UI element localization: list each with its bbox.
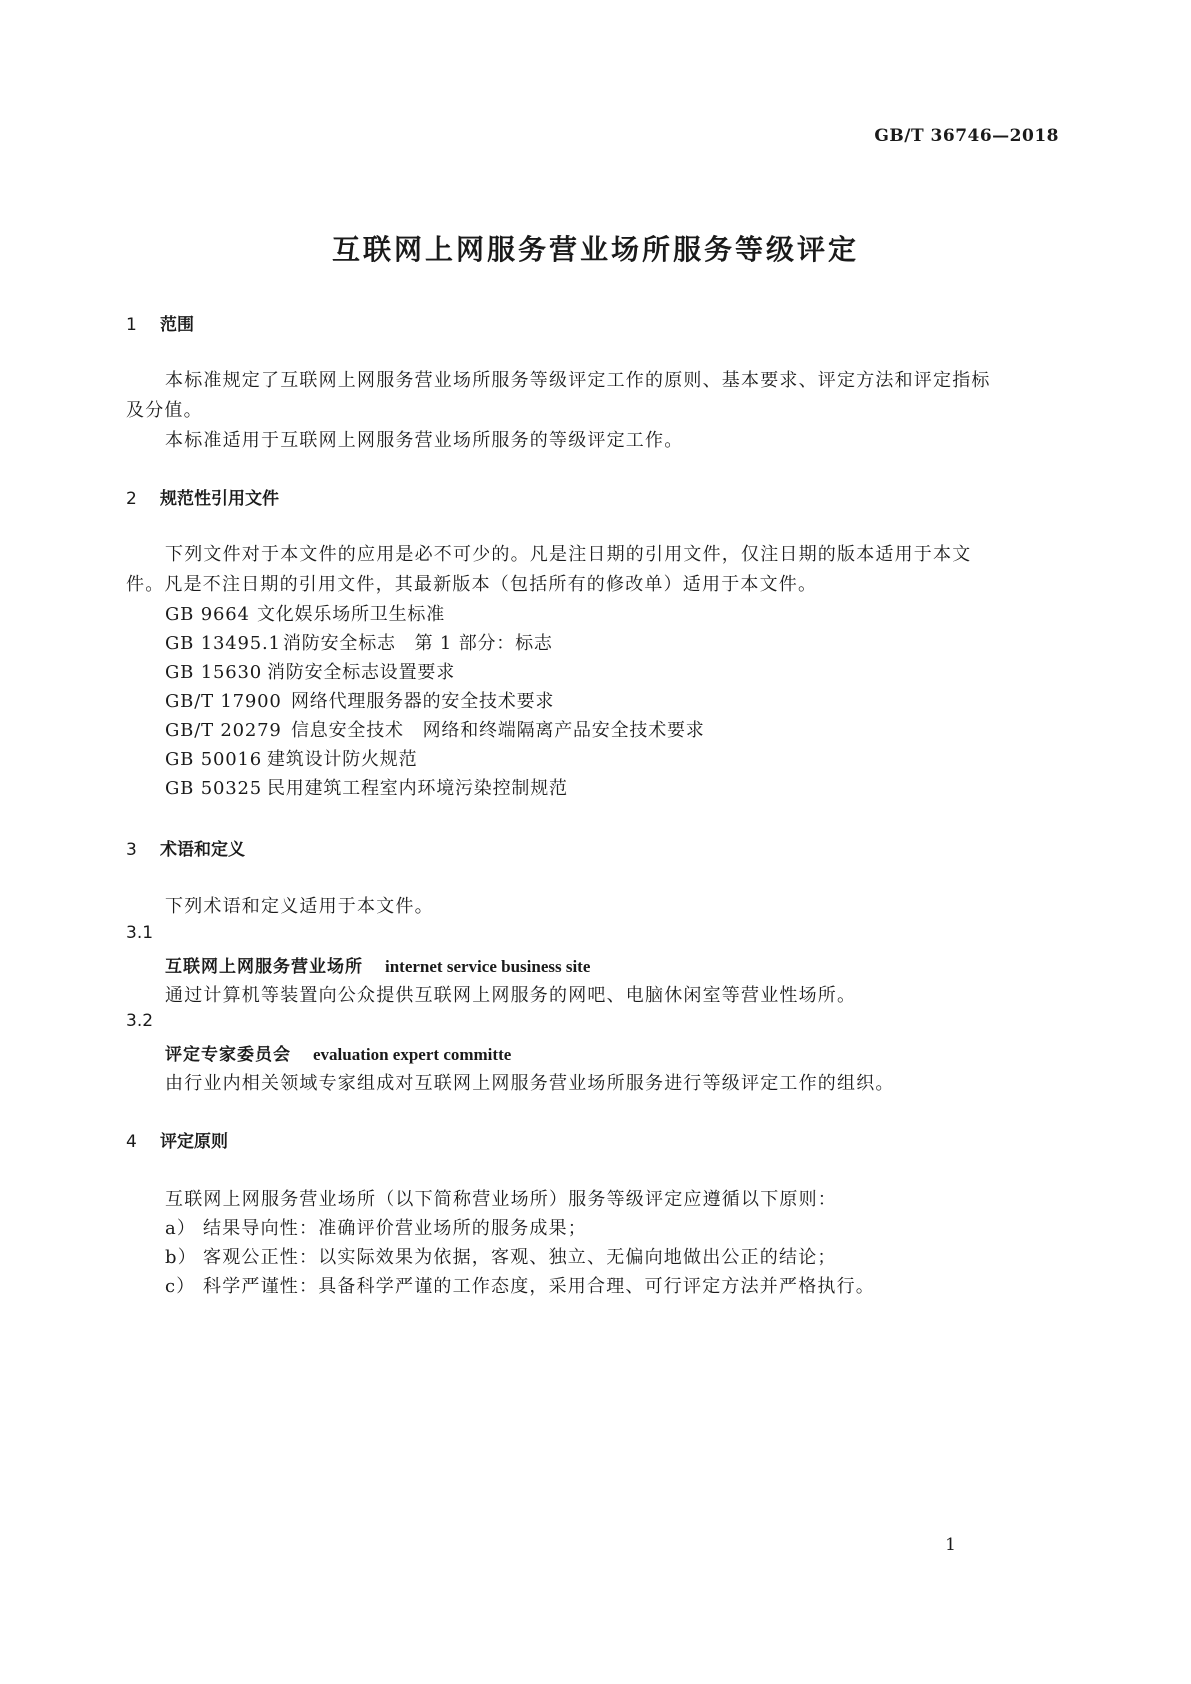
- list-item-label: c）: [165, 1276, 196, 1297]
- paragraph: 下列文件对于本文件的应用是必不可少的。凡是注日期的引用文件，仅注日期的版本适用于本文: [165, 544, 972, 565]
- section-title: 范围: [160, 315, 194, 335]
- term-chinese: 互联网上网服务营业场所: [165, 957, 363, 977]
- reference-code: GB 50016: [165, 749, 262, 770]
- reference-code: GB/T 20279: [165, 720, 282, 741]
- section-title: 术语和定义: [160, 840, 245, 860]
- reference-item: [165, 629, 553, 655]
- reference-item: [165, 716, 705, 742]
- term-chinese: 评定专家委员会: [165, 1045, 291, 1065]
- reference-code: GB/T 17900: [165, 691, 282, 712]
- list-item-label: a）: [165, 1218, 197, 1239]
- reference-item: [165, 774, 568, 800]
- reference-item: [165, 600, 445, 626]
- reference-title: 信息安全技术 网络和终端隔离产品安全技术要求: [291, 720, 705, 741]
- standard-code: GB/T 36746—2018: [874, 126, 1059, 146]
- reference-title: 文化娱乐场所卫生标准: [257, 604, 445, 625]
- section-title: 评定原则: [160, 1132, 228, 1152]
- reference-code: GB 9664: [165, 604, 250, 625]
- reference-item: [165, 687, 554, 713]
- term-number: 3.2: [126, 1011, 154, 1031]
- paragraph: 本标准规定了互联网上网服务营业场所服务等级评定工作的原则、基本要求、评定方法和评定指标: [165, 370, 991, 391]
- document-title: 互联网上网服务营业场所服务等级评定: [331, 233, 859, 266]
- reference-code: GB 13495.1: [165, 633, 281, 654]
- list-item-text: 科学严谨性：具备科学严谨的工作态度，采用合理、可行评定方法并严格执行。: [203, 1276, 875, 1297]
- term-english: internet service business site: [385, 957, 591, 976]
- section-3-heading: [126, 835, 245, 860]
- list-item: [165, 1214, 587, 1240]
- term-definition: 由行业内相关领域专家组成对互联网上网服务营业场所服务进行等级评定工作的组织。: [165, 1073, 895, 1094]
- list-item-text: 结果导向性：准确评价营业场所的服务成果；: [203, 1218, 587, 1239]
- term-definition: 通过计算机等装置向公众提供互联网上网服务的网吧、电脑休闲室等营业性场所。: [165, 985, 857, 1006]
- reference-code: GB 50325: [165, 778, 262, 799]
- section-number: 3: [126, 840, 137, 860]
- term-entry: [165, 1040, 511, 1065]
- section-2-heading: [126, 484, 279, 509]
- list-item-text: 客观公正性：以实际效果为依据，客观、独立、无偏向地做出公正的结论；: [203, 1247, 837, 1268]
- reference-code: GB 15630: [165, 662, 262, 683]
- section-1-heading: [126, 310, 194, 335]
- reference-title: 消防安全标志设置要求: [267, 662, 455, 683]
- paragraph: 件。凡是不注日期的引用文件，其最新版本（包括所有的修改单）适用于本文件。: [126, 574, 818, 595]
- paragraph: 互联网上网服务营业场所（以下简称营业场所）服务等级评定应遵循以下原则：: [165, 1189, 837, 1210]
- section-number: 1: [126, 315, 137, 335]
- term-number: 3.1: [126, 923, 154, 943]
- reference-item: [165, 658, 455, 684]
- paragraph: 及分值。: [126, 400, 203, 421]
- section-number: 4: [126, 1132, 137, 1152]
- section-title: 规范性引用文件: [160, 489, 279, 509]
- paragraph: 本标准适用于互联网上网服务营业场所服务的等级评定工作。: [165, 430, 684, 451]
- term-entry: [165, 952, 590, 977]
- paragraph: 下列术语和定义适用于本文件。: [165, 896, 434, 917]
- term-english: evaluation expert committe: [313, 1045, 512, 1064]
- reference-title: 消防安全标志 第 1 部分：标志: [283, 633, 553, 654]
- list-item: [165, 1272, 875, 1298]
- page-number: 1: [945, 1535, 956, 1555]
- reference-item: [165, 745, 417, 771]
- section-number: 2: [126, 489, 137, 509]
- list-item-label: b）: [165, 1247, 197, 1268]
- reference-title: 网络代理服务器的安全技术要求: [291, 691, 555, 712]
- reference-title: 建筑设计防火规范: [267, 749, 418, 770]
- list-item: [165, 1243, 837, 1269]
- reference-title: 民用建筑工程室内环境污染控制规范: [267, 778, 568, 799]
- section-4-heading: [126, 1127, 228, 1152]
